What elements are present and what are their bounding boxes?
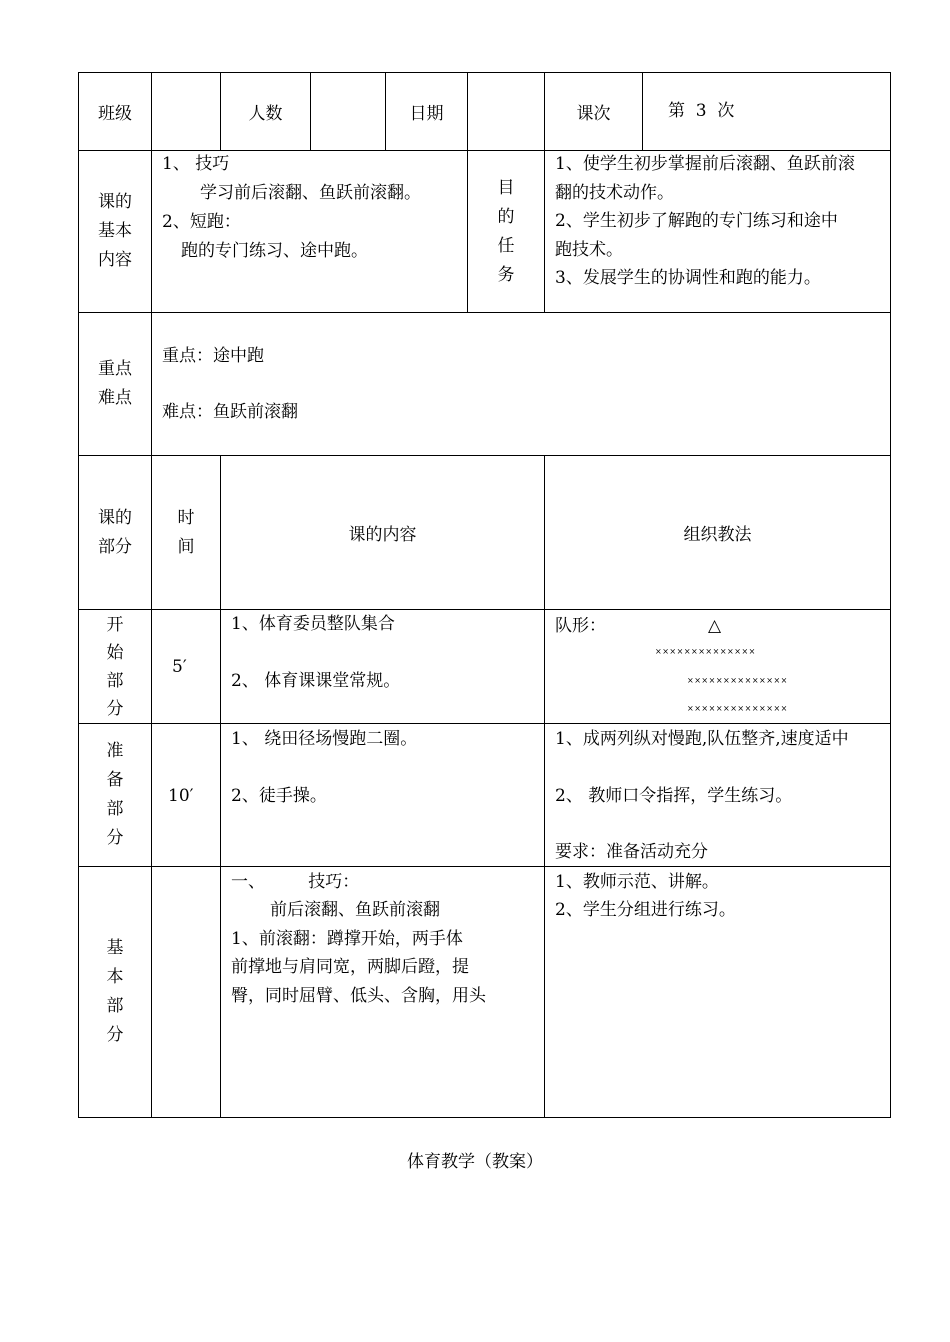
label-char: 部	[106, 670, 124, 691]
basic-content-line: 臀，同时屈臂、低头、含胸，用头	[231, 986, 486, 1006]
rule	[78, 1117, 891, 1118]
basic-method-line: 1、教师示范、讲解。	[555, 872, 719, 892]
label-char: 始	[106, 642, 124, 663]
start-section-label	[79, 610, 151, 723]
label-char: 部	[106, 799, 124, 819]
task-line: 3、发展学生的协调性和跑的能力。	[555, 268, 821, 288]
objective-task-label	[468, 151, 544, 312]
prep-content-line: 1、 绕田径场慢跑二圈。	[231, 729, 418, 749]
prep-time: 10′	[168, 786, 194, 806]
method-heading: 组织教法	[683, 525, 752, 545]
label-line: 部分	[98, 536, 132, 557]
label-char: 备	[106, 770, 124, 790]
time-heading	[152, 456, 220, 609]
label-line: 难点	[98, 388, 132, 408]
label-line: 重点	[98, 359, 132, 379]
rule	[78, 866, 891, 867]
class-value[interactable]	[152, 73, 220, 150]
start-content-line: 2、 体育课课堂常规。	[231, 671, 401, 691]
prep-method-line: 1、成两列纵对慢跑,队伍整齐,速度适中	[555, 729, 849, 749]
basic-content-line: 前撑地与肩同宽，两脚后蹬，提	[231, 957, 469, 977]
basic-content-line: 一、 技巧：	[231, 872, 360, 892]
lesson-number-value: 第 3 次	[668, 101, 735, 121]
label-line: 内容	[98, 250, 132, 270]
basic-content-line: 前后滚翻、鱼跃前滚翻	[270, 900, 440, 920]
start-content-line: 1、体育委员整队集合	[231, 614, 395, 634]
prep-section-label	[79, 724, 151, 866]
people-value[interactable]	[311, 73, 385, 150]
content-line: 学习前后滚翻、鱼跃前滚翻。	[200, 183, 421, 203]
task-line: 翻的技术动作。	[555, 183, 674, 203]
content-heading: 课的内容	[348, 525, 417, 545]
class-label: 班级	[98, 104, 132, 124]
label-char: 务	[497, 264, 515, 285]
basic-content-label	[79, 151, 151, 312]
label-char: 本	[106, 967, 124, 987]
date-label: 日期	[409, 104, 444, 124]
page-footer: 体育教学（教案）	[407, 1152, 543, 1172]
part-heading	[79, 456, 151, 609]
rule	[78, 609, 891, 610]
formation-label: 队形：	[555, 616, 606, 636]
label-line: 课的	[98, 507, 132, 528]
rule	[642, 72, 643, 150]
key-points-label	[79, 313, 151, 455]
content-line: 2、短跑：	[162, 212, 241, 232]
label-line: 基本	[98, 221, 132, 241]
prep-method-line: 2、 教师口令指挥，学生练习。	[555, 786, 793, 806]
label-char: 任	[497, 235, 515, 256]
label-char: 分	[106, 698, 124, 719]
task-line: 2、学生初步了解跑的专门练习和途中	[555, 211, 838, 231]
rule	[78, 312, 891, 313]
label-char: 分	[106, 1025, 124, 1045]
label-char: 准	[106, 741, 124, 761]
basic-content-line: 1、前滚翻：蹲撑开始，两手体	[231, 929, 463, 949]
content-line: 1、 技巧	[162, 154, 230, 174]
label-char: 目	[497, 177, 515, 198]
basic-method-line: 2、学生分组进行练习。	[555, 900, 736, 920]
start-time: 5′	[172, 657, 187, 677]
teacher-triangle-icon: △	[708, 616, 722, 636]
label-char: 基	[106, 938, 124, 958]
formation-row: ××××××××××××××	[687, 676, 788, 685]
formation-row: ××××××××××××××	[655, 647, 756, 656]
key-point: 重点：途中跑	[162, 346, 264, 366]
label-char: 的	[497, 206, 515, 227]
label-char: 部	[106, 996, 124, 1016]
content-line: 跑的专门练习、途中跑。	[181, 241, 368, 261]
label-char: 开	[106, 614, 124, 635]
label-line: 课的	[98, 192, 132, 212]
rule	[78, 723, 891, 724]
task-line: 跑技术。	[555, 240, 623, 260]
rule	[890, 72, 891, 1118]
difficult-point: 难点：鱼跃前滚翻	[162, 402, 298, 422]
formation-row: ××××××××××××××	[687, 704, 788, 713]
lesson-number-label: 课次	[576, 104, 611, 124]
label-char: 间	[177, 536, 195, 557]
basic-section-label	[79, 867, 151, 1117]
prep-method-line: 要求：准备活动充分	[555, 842, 708, 862]
task-line: 1、使学生初步掌握前后滚翻、鱼跃前滚	[555, 154, 855, 174]
date-value[interactable]	[468, 73, 544, 150]
people-label: 人数	[248, 104, 283, 124]
label-char: 分	[106, 828, 124, 848]
prep-content-line: 2、徒手操。	[231, 786, 327, 806]
label-char: 时	[177, 507, 195, 528]
